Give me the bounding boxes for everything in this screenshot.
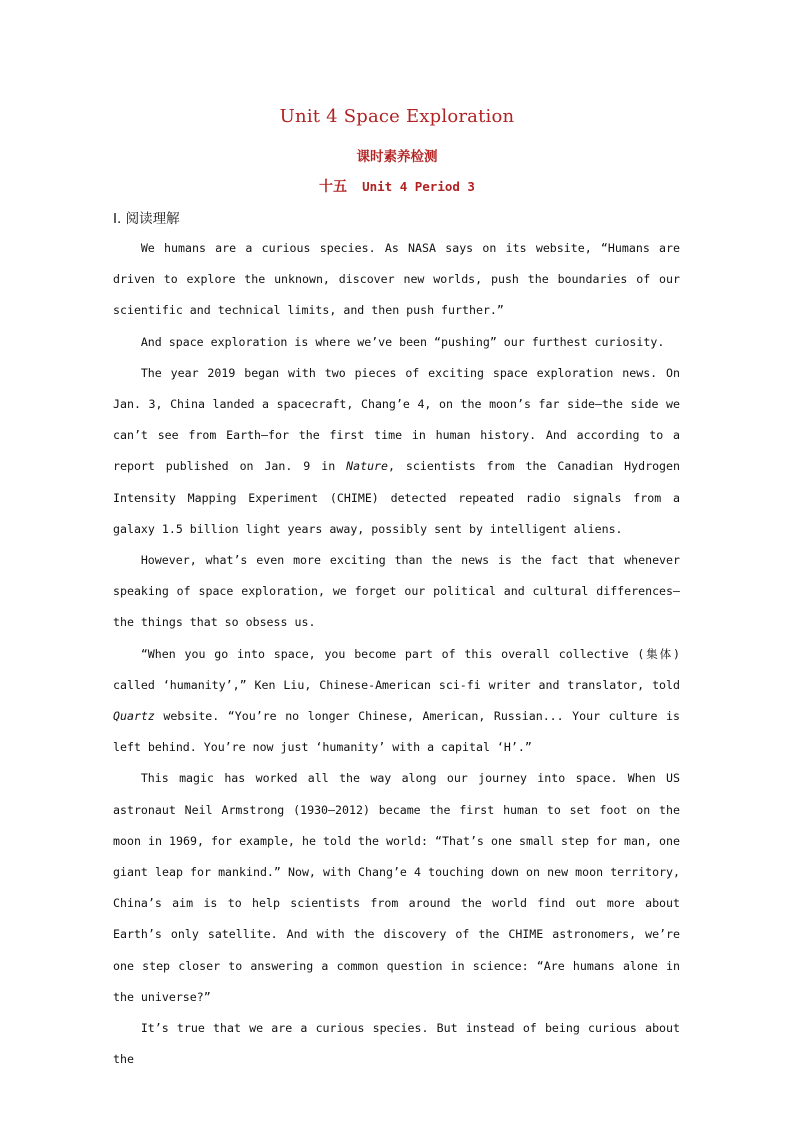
period-heading — [0, 176, 794, 196]
journal-name: Nature — [346, 459, 389, 474]
unit-title: Unit 4 Space Exploration — [279, 106, 515, 127]
paragraph-3-text-b: , scientists from the Canadian Hydrogen Intensity Mapping Experiment (CHIME) detected repeated radio signals from a galaxy 1.5 billion light years away, possibly sent by intelligent aliens. — [113, 459, 680, 536]
exercise-subtitle: 课时素养检测 — [356, 149, 438, 165]
paragraph-2: And space exploration is where we’ve been “pushing” our furthest curiosity. — [140, 334, 665, 349]
website-name: Quartz — [113, 709, 155, 724]
reading-passage — [113, 233, 680, 1075]
paragraph-6: This magic has worked all the way along our journey into space. When US astronaut Neil Armstrong (1930—2012) became the first human to set foot on the moon in 1969, for example, he told the world: “That’s one small step for man, one giant leap for mankind.” Now, with Chang’e 4 touching down on new moon territory, China’s aim is to help scientists from around the world find out more about Earth’s only satellite. And with the discovery of the CHIME astronomers, we’re one step closer to answering a common question in science: “Are humans alone in the universe?” — [113, 771, 680, 1004]
paragraph-7: It’s true that we are a curious species. But instead of being curious about the — [113, 1021, 680, 1067]
paragraph-1: We humans are a curious species. As NASA says on its website, “Humans are driven to explore the unknown, discover new worlds, push the boundaries of our scientific and technical limits, and then push further.” — [113, 241, 680, 318]
paragraph-5-text-a: “When you go into space, you become part of this overall collective (集体) called ‘humanity’,” Ken Liu, Chinese-American sci-fi writer and translator, told — [113, 646, 680, 692]
section-heading: Ⅰ. 阅读理解 — [113, 211, 180, 227]
paragraph-4: However, what’s even more exciting than the news is the fact that whenever speaking of space exploration, we forget our political and cultural differences—the things that so obsess us. — [113, 553, 680, 630]
paragraph-3 — [113, 358, 680, 545]
period-label: Unit 4 Period 3 — [362, 179, 475, 194]
paragraph-3-text-a: The year 2019 began with two pieces of exciting space exploration news. On Jan. 3, China landed a spacecraft, Chang’e 4, on the moon’s far side—the side we can’t see from Earth—for the first time in human history. And according to a report published on Jan. 9 in — [113, 365, 680, 474]
paragraph-5-text-b: website. “You’re no longer Chinese, American, Russian... Your culture is left behind. You’re now just ‘humanity’ with a capital ‘H’.” — [113, 709, 680, 755]
period-number: 十五 — [319, 179, 348, 195]
paragraph-5 — [113, 639, 680, 764]
